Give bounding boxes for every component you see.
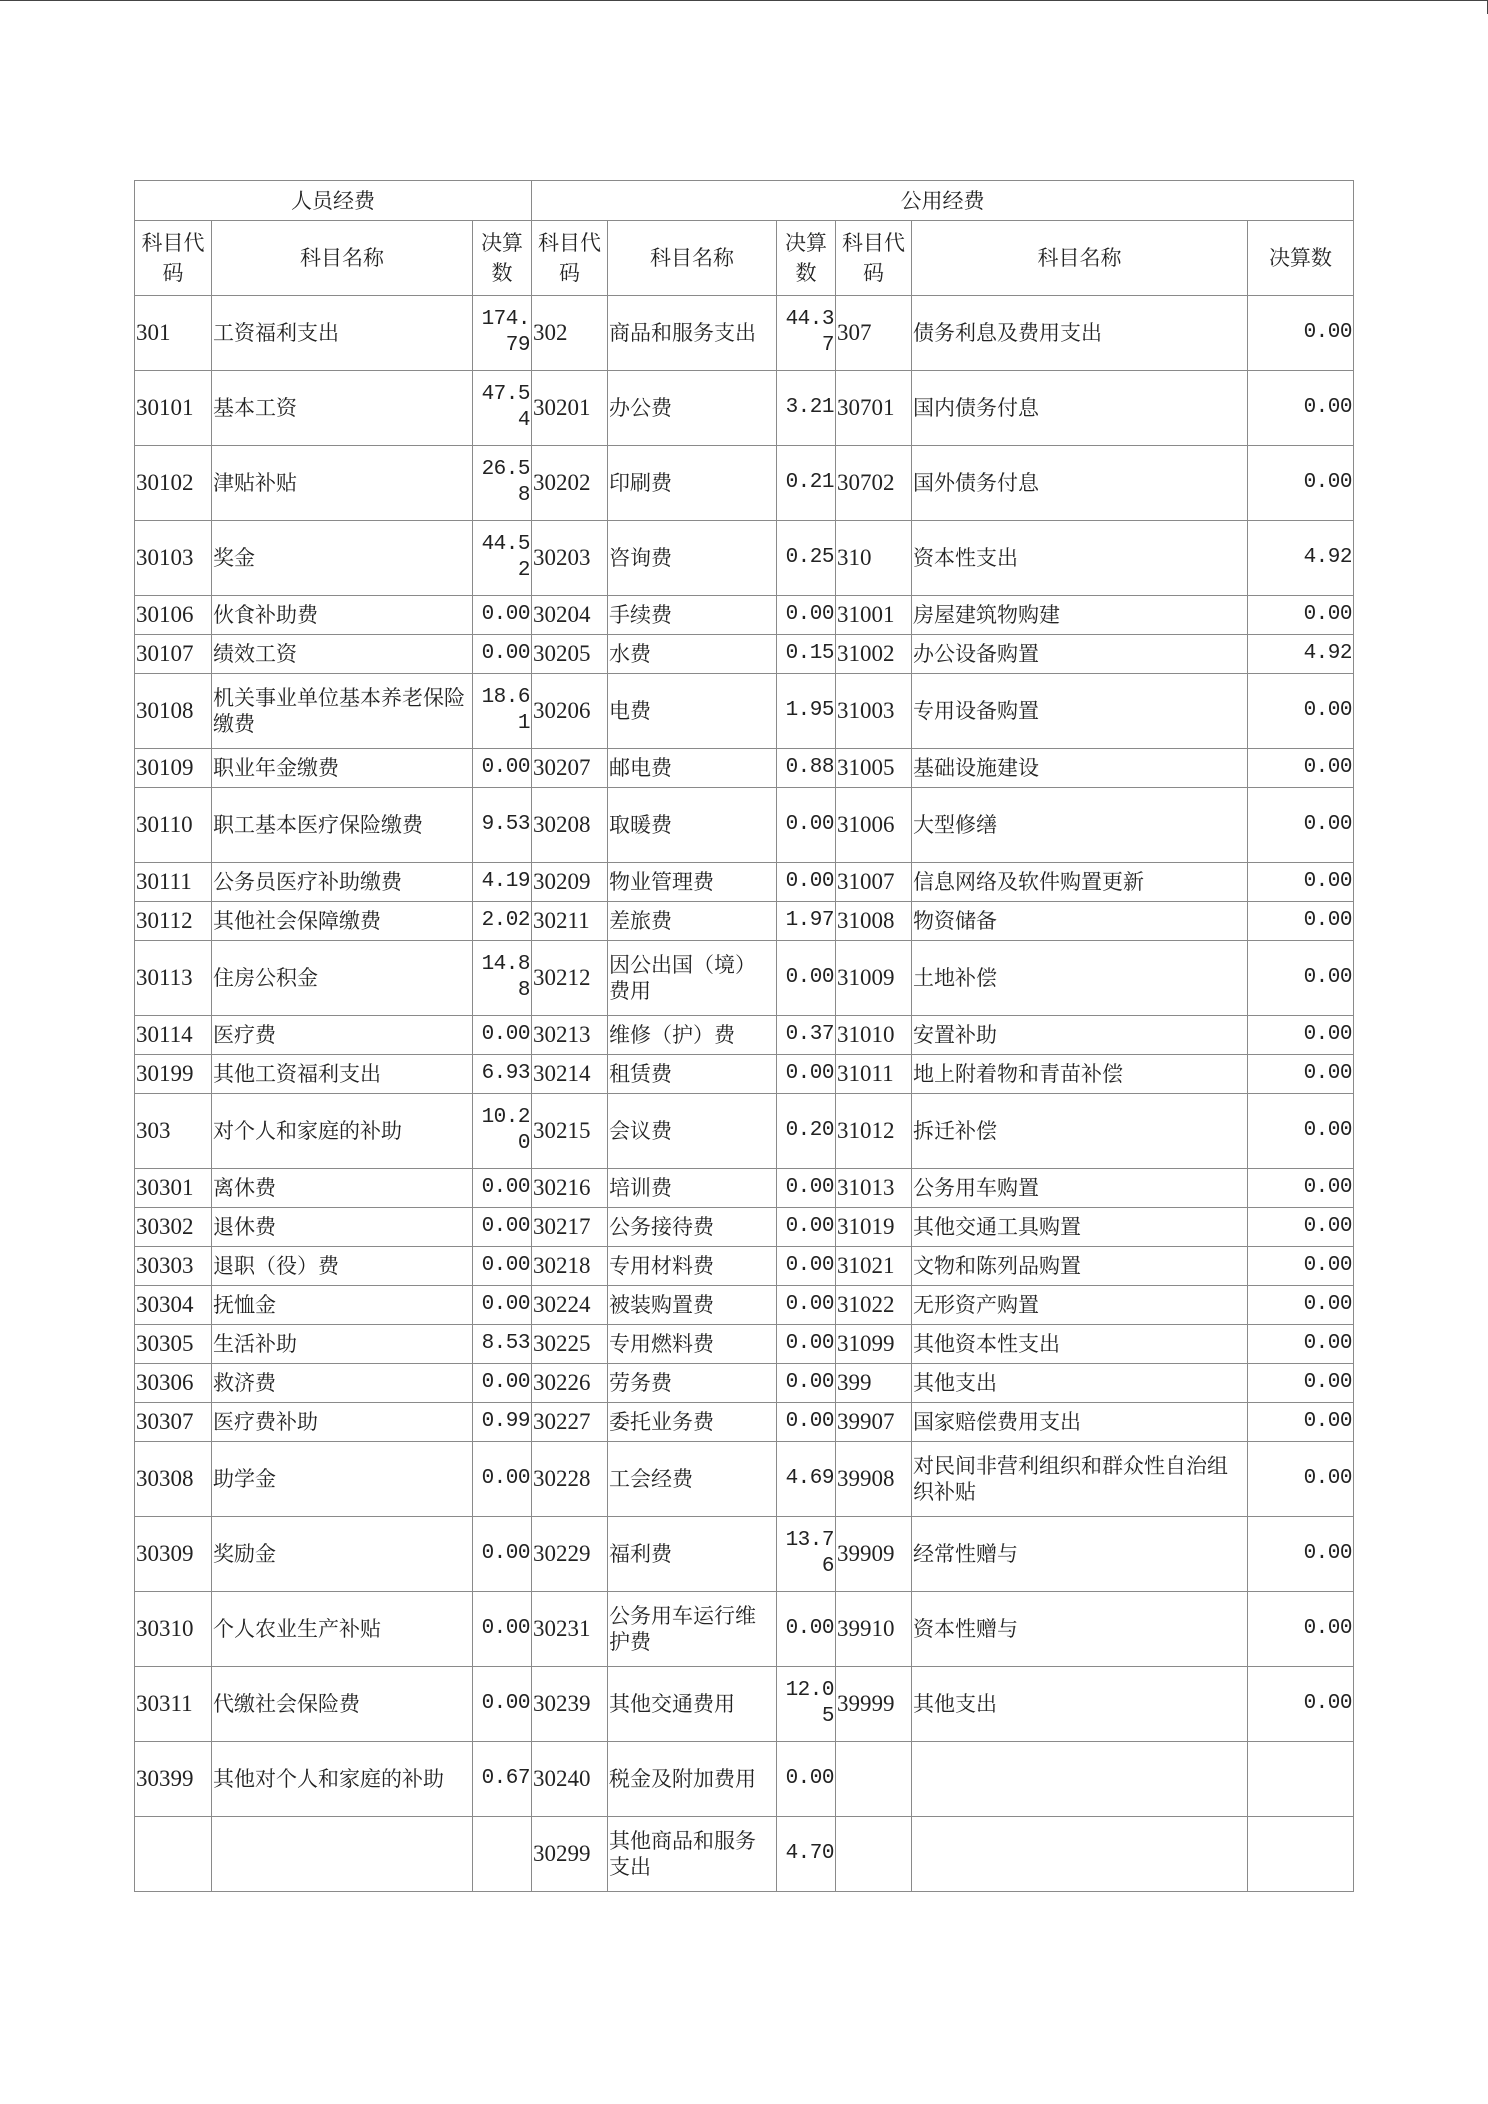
cell-code: 30301 [135,1169,212,1208]
cell-value: 3.21 [777,371,836,446]
table-row [135,1325,1354,1364]
cell-name: 奖励金 [212,1517,473,1592]
group-public: 公用经费 [532,181,1354,221]
cell-value: 0.00 [1248,1403,1354,1442]
cell-code: 30213 [532,1016,608,1055]
cell-name: 绩效工资 [212,635,473,674]
table-row [135,1742,1354,1817]
cell-name: 其他交通费用 [608,1667,777,1742]
cell-code: 31008 [836,902,912,941]
cell-name: 工会经费 [608,1442,777,1517]
cell-name [912,1817,1248,1892]
cell-code: 30203 [532,521,608,596]
cell-name: 离休费 [212,1169,473,1208]
cell-name: 职业年金缴费 [212,749,473,788]
table-row [135,1094,1354,1169]
cell-code: 31005 [836,749,912,788]
cell-value: 4.70 [777,1817,836,1892]
cell-code: 31019 [836,1208,912,1247]
cell-name: 办公费 [608,371,777,446]
table-row [135,446,1354,521]
cell-name: 文物和陈列品购置 [912,1247,1248,1286]
cell-code: 30101 [135,371,212,446]
cell-value: 0.00 [473,1667,532,1742]
cell-value: 4.69 [777,1442,836,1517]
cell-code: 30207 [532,749,608,788]
cell-code: 30113 [135,941,212,1016]
group-header-row [135,181,1354,221]
cell-value: 0.00 [473,1442,532,1517]
cell-code: 30212 [532,941,608,1016]
cell-code: 39909 [836,1517,912,1592]
cell-name: 代缴社会保险费 [212,1667,473,1742]
table-row [135,596,1354,635]
cell-name: 其他社会保障缴费 [212,902,473,941]
cell-code: 31022 [836,1286,912,1325]
cell-value: 0.20 [777,1094,836,1169]
cell-code: 31003 [836,674,912,749]
cell-value: 0.00 [777,1742,836,1817]
table-row [135,1286,1354,1325]
header-value: 决算数 [473,221,532,296]
cell-code: 39908 [836,1442,912,1517]
header-name: 科目名称 [212,221,473,296]
table-row [135,521,1354,596]
table-row [135,941,1354,1016]
cell-value: 0.00 [1248,674,1354,749]
cell-code: 30225 [532,1325,608,1364]
cell-name [212,1817,473,1892]
cell-code: 31002 [836,635,912,674]
cell-value: 0.00 [1248,596,1354,635]
cell-code: 30218 [532,1247,608,1286]
cell-name: 津贴补贴 [212,446,473,521]
cell-name: 对民间非营利组织和群众性自治组织补贴 [912,1442,1248,1517]
cell-value: 0.00 [777,1592,836,1667]
cell-value: 0.99 [473,1403,532,1442]
cell-code: 30215 [532,1094,608,1169]
cell-code: 30240 [532,1742,608,1817]
cell-value: 4.92 [1248,635,1354,674]
cell-name: 其他交通工具购置 [912,1208,1248,1247]
cell-value: 0.00 [1248,1055,1354,1094]
cell-name: 印刷费 [608,446,777,521]
cell-code: 30204 [532,596,608,635]
cell-name: 信息网络及软件购置更新 [912,863,1248,902]
cell-value: 0.00 [777,1055,836,1094]
cell-code: 30217 [532,1208,608,1247]
cell-code [836,1742,912,1817]
cell-name: 基础设施建设 [912,749,1248,788]
cell-code: 30303 [135,1247,212,1286]
cell-value: 9.53 [473,788,532,863]
cell-code: 31013 [836,1169,912,1208]
cell-value: 4.92 [1248,521,1354,596]
cell-code: 30399 [135,1742,212,1817]
group-personnel: 人员经费 [135,181,532,221]
header-value: 决算数 [777,221,836,296]
cell-value: 0.37 [777,1016,836,1055]
cell-name: 公务员医疗补助缴费 [212,863,473,902]
cell-name: 其他资本性支出 [912,1325,1248,1364]
cell-code: 30106 [135,596,212,635]
cell-code: 30111 [135,863,212,902]
cell-name: 公务用车购置 [912,1169,1248,1208]
cell-code: 30227 [532,1403,608,1442]
cell-code: 30701 [836,371,912,446]
cell-name: 物资储备 [912,902,1248,941]
cell-name: 培训费 [608,1169,777,1208]
cell-code: 30107 [135,635,212,674]
cell-value: 0.00 [1248,1247,1354,1286]
cell-value: 0.00 [1248,1442,1354,1517]
cell-value: 4.19 [473,863,532,902]
cell-value: 44.37 [777,296,836,371]
cell-name: 职工基本医疗保险缴费 [212,788,473,863]
cell-code: 30307 [135,1403,212,1442]
cell-value: 0.21 [777,446,836,521]
cell-code: 31010 [836,1016,912,1055]
cell-name: 租赁费 [608,1055,777,1094]
cell-name: 其他对个人和家庭的补助 [212,1742,473,1817]
table-row [135,1364,1354,1403]
cell-value: 0.00 [1248,1325,1354,1364]
cell-code: 30239 [532,1667,608,1742]
cell-code: 30209 [532,863,608,902]
cell-value: 14.88 [473,941,532,1016]
cell-code: 31007 [836,863,912,902]
cell-value: 0.00 [1248,1286,1354,1325]
cell-value: 0.25 [777,521,836,596]
cell-name: 拆迁补偿 [912,1094,1248,1169]
cell-code: 30214 [532,1055,608,1094]
cell-code: 30206 [532,674,608,749]
cell-name: 邮电费 [608,749,777,788]
cell-code: 30229 [532,1517,608,1592]
cell-code: 30199 [135,1055,212,1094]
cell-name: 会议费 [608,1094,777,1169]
cell-value: 0.00 [473,1592,532,1667]
cell-code: 31009 [836,941,912,1016]
cell-value: 10.20 [473,1094,532,1169]
cell-value: 0.00 [473,1517,532,1592]
cell-value: 0.00 [1248,296,1354,371]
cell-name: 其他支出 [912,1364,1248,1403]
cell-value: 0.88 [777,749,836,788]
cell-value: 0.00 [777,1325,836,1364]
cell-code: 30302 [135,1208,212,1247]
cell-value: 0.00 [1248,1208,1354,1247]
cell-code: 30102 [135,446,212,521]
table-row [135,635,1354,674]
cell-value: 0.00 [473,749,532,788]
cell-value: 0.00 [1248,788,1354,863]
header-name: 科目名称 [912,221,1248,296]
cell-name: 医疗费 [212,1016,473,1055]
cell-name: 水费 [608,635,777,674]
table-row [135,674,1354,749]
cell-value: 0.00 [473,635,532,674]
cell-name: 其他工资福利支出 [212,1055,473,1094]
cell-name: 电费 [608,674,777,749]
cell-name: 税金及附加费用 [608,1742,777,1817]
table-row [135,863,1354,902]
cell-name: 国内债务付息 [912,371,1248,446]
cell-code: 30309 [135,1517,212,1592]
cell-value: 0.00 [473,1208,532,1247]
table-row [135,1517,1354,1592]
cell-code: 30211 [532,902,608,941]
cell-value: 0.00 [777,863,836,902]
cell-name: 房屋建筑物购建 [912,596,1248,635]
cell-value: 0.00 [1248,863,1354,902]
column-header-row [135,221,1354,296]
cell-code: 30216 [532,1169,608,1208]
cell-code: 30702 [836,446,912,521]
cell-code: 307 [836,296,912,371]
cell-value: 0.00 [777,1364,836,1403]
cell-value: 0.00 [1248,902,1354,941]
cell-name: 国家赔偿费用支出 [912,1403,1248,1442]
cell-value [473,1817,532,1892]
cell-code: 30299 [532,1817,608,1892]
table-row [135,1442,1354,1517]
cell-name: 奖金 [212,521,473,596]
cell-value: 0.00 [1248,1667,1354,1742]
cell-name: 手续费 [608,596,777,635]
header-code: 科目代码 [135,221,212,296]
cell-value: 0.00 [1248,749,1354,788]
cell-name: 因公出国（境）费用 [608,941,777,1016]
cell-name: 专用设备购置 [912,674,1248,749]
table-row [135,371,1354,446]
cell-code: 301 [135,296,212,371]
cell-code [135,1817,212,1892]
cell-code: 30231 [532,1592,608,1667]
table-row [135,1016,1354,1055]
cell-value: 0.00 [777,1208,836,1247]
cell-code: 30311 [135,1667,212,1742]
header-code: 科目代码 [836,221,912,296]
cell-code: 30228 [532,1442,608,1517]
cell-name: 国外债务付息 [912,446,1248,521]
table-row [135,296,1354,371]
cell-value: 0.15 [777,635,836,674]
cell-value: 0.00 [1248,1364,1354,1403]
cell-code: 399 [836,1364,912,1403]
table-row [135,902,1354,941]
cell-code: 39907 [836,1403,912,1442]
cell-name: 公务用车运行维护费 [608,1592,777,1667]
cell-code: 30304 [135,1286,212,1325]
cell-code: 30103 [135,521,212,596]
cell-code: 30226 [532,1364,608,1403]
cell-name: 个人农业生产补贴 [212,1592,473,1667]
cell-name: 安置补助 [912,1016,1248,1055]
cell-code: 30109 [135,749,212,788]
cell-name: 助学金 [212,1442,473,1517]
cell-name: 抚恤金 [212,1286,473,1325]
cell-value: 0.00 [777,788,836,863]
table-row [135,1403,1354,1442]
cell-value: 0.00 [1248,1517,1354,1592]
table-row [135,749,1354,788]
cell-value: 13.76 [777,1517,836,1592]
cell-code: 39910 [836,1592,912,1667]
cell-name: 咨询费 [608,521,777,596]
cell-code: 310 [836,521,912,596]
cell-name: 维修（护）费 [608,1016,777,1055]
header-name: 科目名称 [608,221,777,296]
cell-name: 委托业务费 [608,1403,777,1442]
cell-value: 0.00 [473,596,532,635]
cell-code [836,1817,912,1892]
cell-value: 0.00 [1248,1016,1354,1055]
cell-code: 31006 [836,788,912,863]
cell-name: 物业管理费 [608,863,777,902]
table-row [135,1208,1354,1247]
cell-value [1248,1817,1354,1892]
cell-value: 0.00 [473,1169,532,1208]
expenditure-table [134,180,1354,1892]
cell-code: 39999 [836,1667,912,1742]
cell-name: 经常性赠与 [912,1517,1248,1592]
table-row [135,1055,1354,1094]
cell-value: 0.00 [1248,1592,1354,1667]
cell-code: 30110 [135,788,212,863]
cell-value: 0.00 [777,941,836,1016]
cell-name: 公务接待费 [608,1208,777,1247]
cell-code: 31012 [836,1094,912,1169]
cell-name: 资本性赠与 [912,1592,1248,1667]
cell-code: 30114 [135,1016,212,1055]
cell-name: 办公设备购置 [912,635,1248,674]
cell-name: 机关事业单位基本养老保险缴费 [212,674,473,749]
cell-code: 30306 [135,1364,212,1403]
cell-name: 无形资产购置 [912,1286,1248,1325]
cell-value: 18.61 [473,674,532,749]
cell-name: 债务利息及费用支出 [912,296,1248,371]
cell-name: 大型修缮 [912,788,1248,863]
cell-code: 30205 [532,635,608,674]
cell-code: 31021 [836,1247,912,1286]
cell-name: 商品和服务支出 [608,296,777,371]
cell-value: 0.00 [473,1364,532,1403]
cell-name: 工资福利支出 [212,296,473,371]
cell-value: 0.00 [1248,1169,1354,1208]
table-body [135,296,1354,1892]
cell-value: 8.53 [473,1325,532,1364]
cell-value: 0.00 [777,1247,836,1286]
header-value: 决算数 [1248,221,1354,296]
cell-name: 地上附着物和青苗补偿 [912,1055,1248,1094]
cell-name: 专用燃料费 [608,1325,777,1364]
cell-value: 12.05 [777,1667,836,1742]
cell-name: 取暖费 [608,788,777,863]
cell-value: 0.00 [777,1286,836,1325]
table-row [135,1169,1354,1208]
cell-code: 31011 [836,1055,912,1094]
cell-value: 0.00 [1248,446,1354,521]
table-row [135,1667,1354,1742]
cell-code: 30308 [135,1442,212,1517]
cell-name: 医疗费补助 [212,1403,473,1442]
cell-value: 47.54 [473,371,532,446]
cell-value: 1.97 [777,902,836,941]
cell-name: 福利费 [608,1517,777,1592]
cell-name: 资本性支出 [912,521,1248,596]
cell-value: 0.00 [1248,1094,1354,1169]
cell-name: 专用材料费 [608,1247,777,1286]
cell-value: 0.00 [473,1247,532,1286]
cell-value: 0.00 [1248,941,1354,1016]
cell-value: 0.00 [473,1016,532,1055]
cell-value: 2.02 [473,902,532,941]
page-top-border [0,0,1488,1]
cell-name: 退职（役）费 [212,1247,473,1286]
cell-name: 被装购置费 [608,1286,777,1325]
cell-code: 30305 [135,1325,212,1364]
cell-value: 1.95 [777,674,836,749]
table-row [135,1247,1354,1286]
cell-name: 救济费 [212,1364,473,1403]
cell-value: 6.93 [473,1055,532,1094]
cell-value: 0.67 [473,1742,532,1817]
table-row [135,1817,1354,1892]
cell-code: 303 [135,1094,212,1169]
cell-value: 174.79 [473,296,532,371]
cell-name: 伙食补助费 [212,596,473,635]
cell-code: 30112 [135,902,212,941]
cell-name: 退休费 [212,1208,473,1247]
table-row [135,788,1354,863]
cell-name [912,1742,1248,1817]
cell-name: 土地补偿 [912,941,1248,1016]
cell-name: 差旅费 [608,902,777,941]
cell-name: 对个人和家庭的补助 [212,1094,473,1169]
cell-name: 生活补助 [212,1325,473,1364]
cell-code: 30208 [532,788,608,863]
cell-code: 30201 [532,371,608,446]
cell-code: 302 [532,296,608,371]
cell-code: 30108 [135,674,212,749]
cell-name: 其他商品和服务支出 [608,1817,777,1892]
cell-value: 0.00 [777,596,836,635]
cell-code: 30310 [135,1592,212,1667]
cell-value: 0.00 [777,1403,836,1442]
header-code: 科目代码 [532,221,608,296]
cell-code: 31001 [836,596,912,635]
cell-value: 0.00 [1248,371,1354,446]
cell-code: 30224 [532,1286,608,1325]
cell-name: 劳务费 [608,1364,777,1403]
cell-value: 0.00 [777,1169,836,1208]
cell-name: 住房公积金 [212,941,473,1016]
table-row [135,1592,1354,1667]
cell-code: 30202 [532,446,608,521]
cell-value: 0.00 [473,1286,532,1325]
cell-value: 26.58 [473,446,532,521]
cell-code: 31099 [836,1325,912,1364]
cell-value [1248,1742,1354,1817]
cell-name: 基本工资 [212,371,473,446]
cell-name: 其他支出 [912,1667,1248,1742]
cell-value: 44.52 [473,521,532,596]
